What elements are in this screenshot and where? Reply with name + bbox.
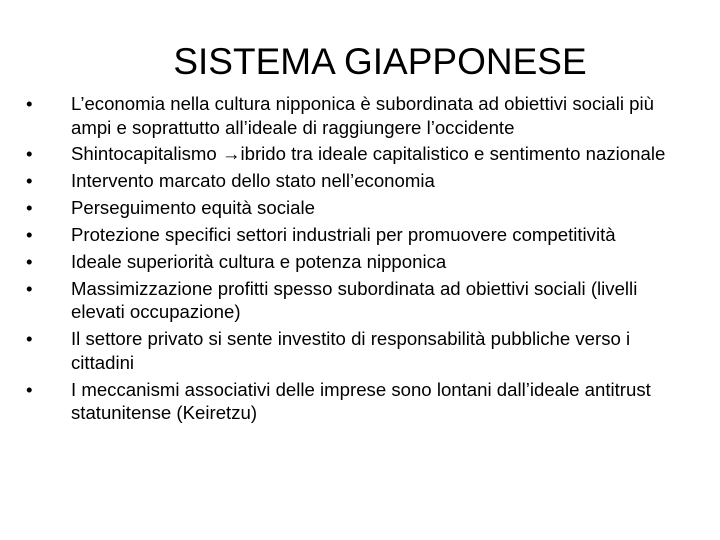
- bullet-marker: •: [26, 93, 33, 114]
- bullet-text: Il settore privato si sente investito di responsabilità pubbliche verso i cittadini: [71, 328, 631, 373]
- list-item: [26, 169, 666, 193]
- bullet-marker: •: [26, 277, 33, 299]
- bullet-text: Perseguimento equità sociale: [71, 197, 315, 219]
- bullet-marker: •: [26, 143, 33, 165]
- bullet-text: Shintocapitalismo →ibrido tra ideale capitalistico e sentimento nazionale: [71, 143, 666, 165]
- bullet-marker: •: [26, 250, 33, 272]
- bullet-marker: •: [26, 170, 33, 192]
- bullet-marker: •: [26, 378, 33, 400]
- list-item: [26, 277, 666, 324]
- list-item: [26, 250, 666, 274]
- bullet-marker: •: [26, 197, 33, 219]
- list-item: [26, 142, 666, 166]
- list-item: [26, 92, 666, 139]
- bullet-list: [26, 92, 666, 428]
- list-item: [26, 196, 666, 220]
- bullet-text: I meccanismi associativi delle imprese sono lontani dall’ideale antitrust statunitense (Keiretzu): [71, 378, 651, 424]
- bullet-marker: •: [26, 328, 33, 350]
- bullet-text: Ideale superiorità cultura e potenza nipponica: [71, 250, 447, 272]
- bullet-text: Protezione specifici settori industriali per promuovere competitività: [71, 224, 616, 246]
- list-item: [26, 327, 666, 374]
- bullet-text: L’economia nella cultura nipponica è subordinata ad obiettivi sociali più ampi e soprattutto all’ideale di raggiungere l’occidente: [71, 93, 654, 138]
- list-item: [26, 378, 666, 425]
- slide-title: SISTEMA GIAPPONESE: [173, 41, 587, 82]
- bullet-text: Intervento marcato dello stato nell’economia: [71, 170, 435, 192]
- bullet-marker: •: [26, 224, 33, 246]
- bullet-text: Massimizzazione profitti spesso subordinata ad obiettivi sociali (livelli elevati occupazione): [71, 277, 638, 323]
- list-item: [26, 223, 666, 247]
